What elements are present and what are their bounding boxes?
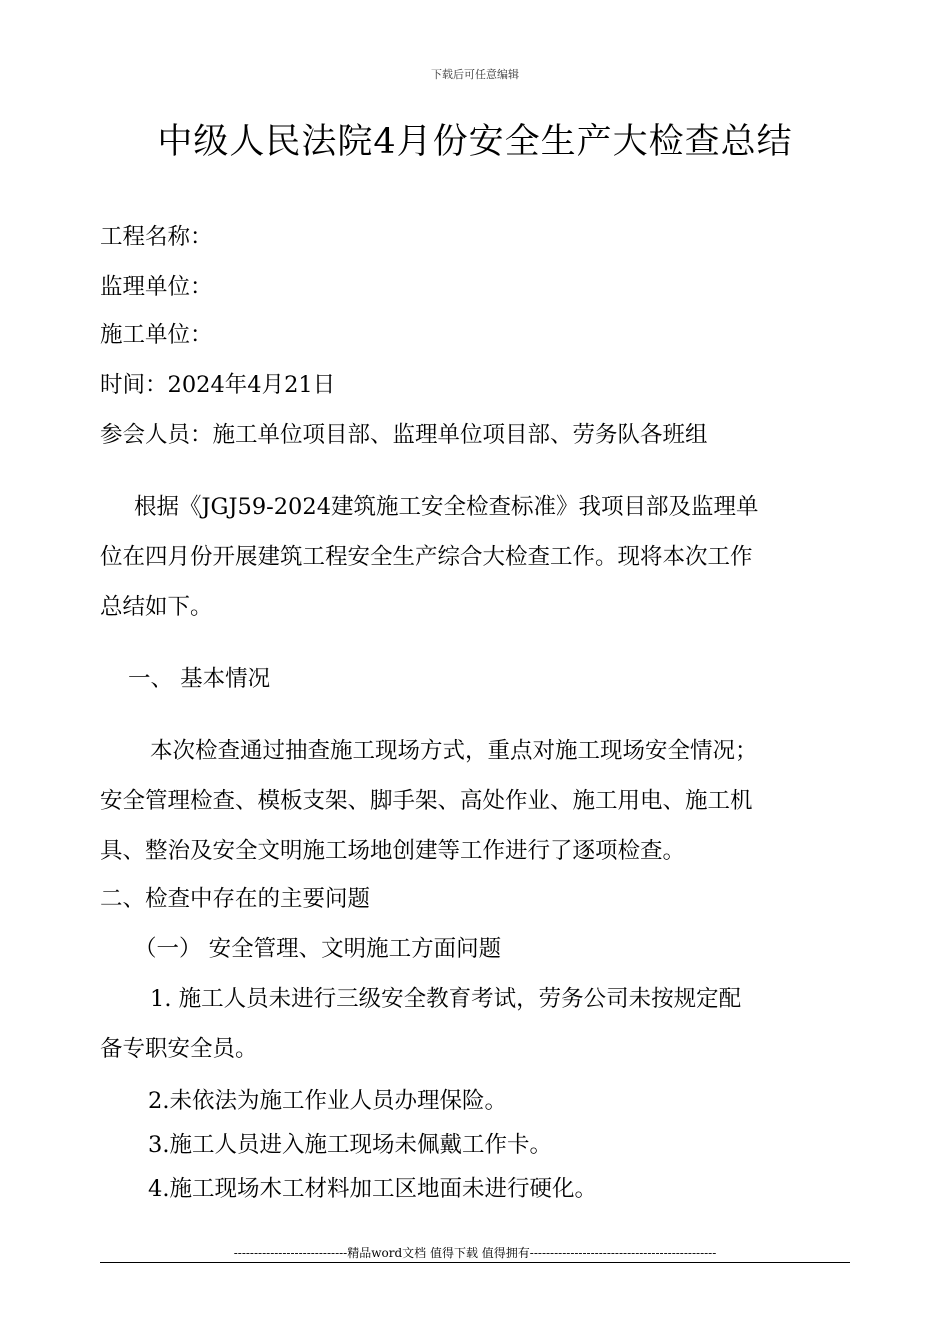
section1-line-3: 具、整治及安全文明施工场地创建等工作进行了逐项检查。 [100, 838, 686, 864]
field-supervision-unit: 监理单位： [100, 274, 213, 300]
document-title: 中级人民法院4月份安全生产大检查总结 [157, 122, 793, 162]
field-construction-unit: 施工单位： [100, 322, 213, 348]
item3: 3.施工人员进入施工现场未佩戴工作卡。 [148, 1132, 552, 1158]
section1-line-1: 本次检查通过抽查施工现场方式，重点对施工现场安全情况； [150, 738, 758, 764]
item1-line-1: 1. 施工人员未进行三级安全教育考试，劳务公司未按规定配 [150, 986, 742, 1012]
field-time: 时间：2024年4月21日 [100, 372, 336, 398]
item4: 4.施工现场木工材料加工区地面未进行硬化。 [148, 1176, 597, 1202]
item1-line-2: 备专职安全员。 [100, 1036, 258, 1062]
section1-line-2: 安全管理检查、模板支架、脚手架、高处作业、施工用电、施工机 [100, 788, 753, 814]
footer-text: ----------------------------精品word文档 值得下载 值得拥有---------------------------------------------- [233, 1246, 717, 1260]
field-project-name: 工程名称： [100, 224, 213, 250]
field-attendees: 参会人员：施工单位项目部、监理单位项目部、劳务队各班组 [100, 422, 708, 448]
section2-heading: 二、检查中存在的主要问题 [100, 886, 371, 912]
section2-subheading: （一） 安全管理、文明施工方面问题 [134, 936, 502, 962]
item2: 2.未依法为施工作业人员办理保险。 [148, 1088, 507, 1114]
section1-heading: 一、 基本情况 [128, 666, 271, 692]
intro-line-3: 总结如下。 [100, 594, 213, 620]
footer-divider [100, 1262, 850, 1263]
header-note: 下载后可任意编辑 [431, 68, 519, 81]
intro-line-1: 根据《JGJ59-2024建筑施工安全检查标准》我项目部及监理单 [134, 494, 759, 520]
intro-line-2: 位在四月份开展建筑工程安全生产综合大检查工作。现将本次工作 [100, 544, 753, 570]
